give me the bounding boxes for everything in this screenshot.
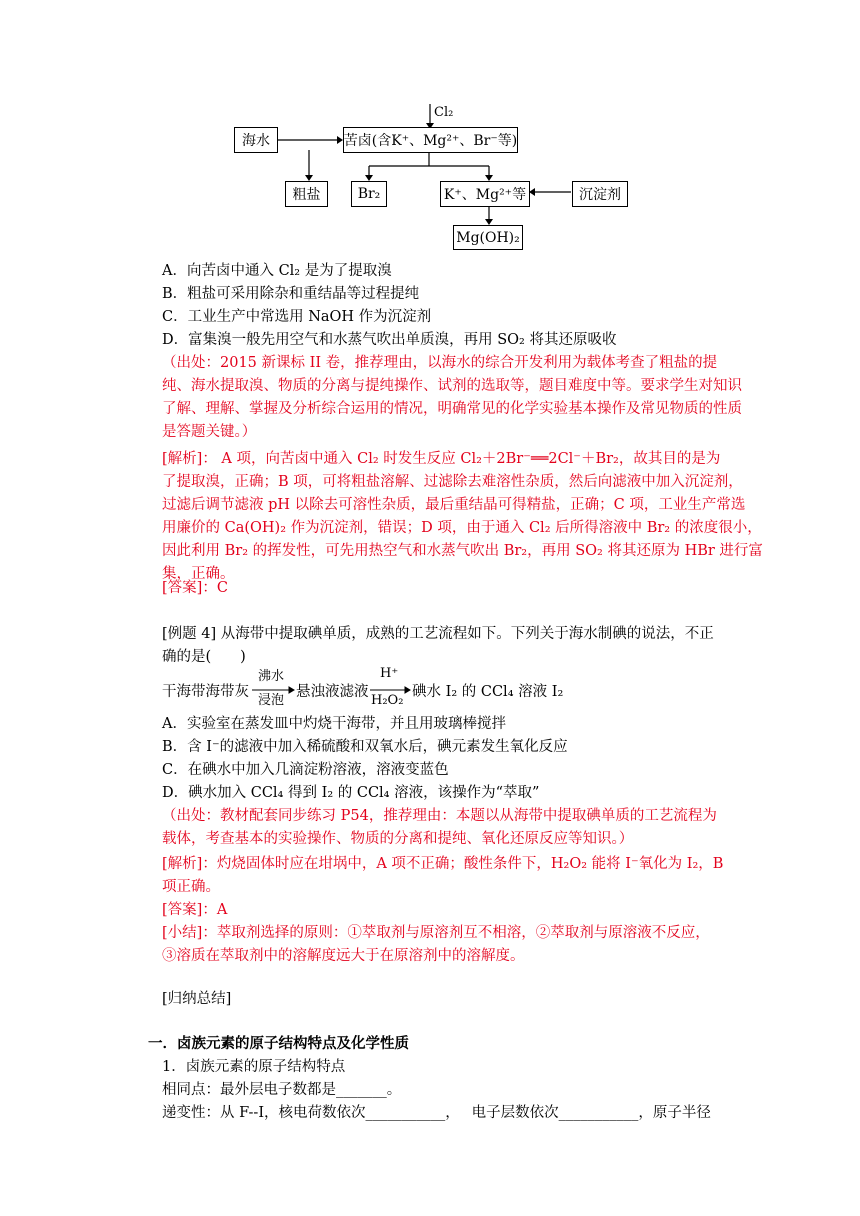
q3-option-d: D．富集溴一般先用空气和水蒸气吹出单质溴，再用 SO₂ 将其还原吸收 bbox=[162, 332, 617, 348]
flow-part2: 悬浊液滤液 bbox=[296, 684, 369, 700]
flow-arrow2-top: H⁺ bbox=[380, 666, 399, 681]
q3-analysis-line: 用廉价的 Ca(OH)₂ 作为沉淀剂，错误；D 项，由于通入 Cl₂ 后所得溶液中 Br₂ 的浓度很小， bbox=[162, 520, 762, 536]
q3-option-c: C．工业生产中常选用 NaOH 作为沉淀剂 bbox=[162, 309, 432, 325]
q4-answer: [答案]：A bbox=[162, 902, 228, 918]
q3-analysis-line: 了提取溴，正确；B 项，可将粗盐溶解、过滤除去难溶性杂质，然后向滤液中加入沉淀剂， bbox=[162, 474, 743, 490]
q4-option-b: B．含 I⁻的滤液中加入稀硫酸和双氧水后，碘元素发生氧化反应 bbox=[162, 739, 568, 755]
q3-source-line: （出处：2015 新课标 II 卷，推荐理由，以海水的综合开发利用为载体考查了粗盐的提 bbox=[162, 355, 718, 371]
q3-option-a: A．向苦卤中通入 Cl₂ 是为了提取溴 bbox=[162, 263, 392, 279]
flow-part3: 碘水 I₂ 的 CCl₄ 溶液 I₂ bbox=[412, 684, 564, 700]
coarse-salt-box: 粗盐 bbox=[285, 181, 328, 207]
q4-stem-line: [例题 4] 从海带中提取碘单质，成熟的工艺流程如下。下列关于海水制碘的说法，不正 bbox=[162, 626, 714, 642]
q4-option-d: D．碘水加入 CCl₄ 得到 I₂ 的 CCl₄ 溶液，该操作为“萃取” bbox=[162, 785, 540, 801]
cl2-label: Cl₂ bbox=[434, 105, 454, 120]
section1-title: 一．卤族元素的原子结构特点及化学性质 bbox=[148, 1035, 409, 1052]
q3-answer: [答案]：C bbox=[162, 580, 228, 596]
precipitant-box: 沉淀剂 bbox=[572, 181, 628, 207]
br2-box: Br₂ bbox=[351, 181, 387, 207]
q3-analysis-line: 因此利用 Br₂ 的挥发性，可先用热空气和水蒸气吹出 Br₂，再用 SO₂ 将其还原为 HBr 进行富 bbox=[162, 543, 763, 559]
flow-arrow2-bottom: H₂O₂ bbox=[371, 693, 404, 708]
k-mg-box: K⁺、Mg²⁺等 bbox=[440, 181, 530, 207]
q4-option-a: A．实验室在蒸发皿中灼烧干海带，并且用玻璃棒搅拌 bbox=[162, 716, 506, 732]
q4-summary-line: [小结]：萃取剂选择的原则：①萃取剂与原溶剂互不相溶，②萃取剂与原溶液不反应， bbox=[162, 925, 710, 941]
q3-source-line: 纯、海水提取溴、物质的分离与提纯操作、试剂的选取等，题目难度中等。要求学生对知识 bbox=[162, 378, 742, 394]
section1-subtitle: 1．卤族元素的原子结构特点 bbox=[162, 1059, 346, 1075]
flow-part1: 干海带海带灰 bbox=[162, 684, 249, 700]
summary-heading: [归纳总结] bbox=[162, 991, 232, 1007]
seawater-box: 海水 bbox=[234, 127, 278, 153]
q4-source-line: 载体，考查基本的实验操作、物质的分离和提纯、氧化还原反应等知识。） bbox=[162, 831, 634, 847]
flow-arrow1-top: 沸水 bbox=[258, 669, 285, 684]
q4-stem-line: 确的是( ) bbox=[162, 649, 246, 665]
q3-analysis-line: [解析]： A 项，向苦卤中通入 Cl₂ 时发生反应 Cl₂＋2Br⁻══2Cl⁻＋Br₂，故其目的是为 bbox=[162, 451, 721, 467]
trend-line: 递变性：从 F--I，核电荷数依次___________， 电子层数依次___________，原子半径 bbox=[162, 1105, 711, 1121]
q3-source-line: 了解、理解、掌握及分析综合运用的情况，明确常见的化学实验基本操作及常见物质的性质 bbox=[162, 401, 742, 417]
q3-analysis-line: 过滤后调节滤液 pH 以除去可溶性杂质，最后重结晶可得精盐，正确；C 项，工业生产常选 bbox=[162, 497, 746, 513]
q3-option-b: B．粗盐可采用除杂和重结晶等过程提纯 bbox=[162, 286, 420, 302]
q4-analysis-line: [解析]：灼烧固体时应在坩埚中，A 项不正确；酸性条件下，H₂O₂ 能将 I⁻氧化为 I₂，B bbox=[162, 856, 724, 872]
q4-analysis-line: 项正确。 bbox=[162, 879, 220, 895]
same-point-line: 相同点：最外层电子数都是_______。 bbox=[162, 1082, 402, 1098]
q4-option-c: C．在碘水中加入几滴淀粉溶液，溶液变蓝色 bbox=[162, 762, 449, 778]
mgoh2-box: Mg(OH)₂ bbox=[453, 225, 523, 250]
brine-box: 苦卤(含K⁺、Mg²⁺、Br⁻等) bbox=[343, 127, 518, 153]
q3-analysis-line: 集，正确。 bbox=[162, 566, 235, 582]
q4-summary-line: ③溶质在萃取剂中的溶解度远大于在原溶剂中的溶解度。 bbox=[162, 948, 525, 964]
q3-source-line: 是答题关键。） bbox=[162, 424, 257, 440]
q4-source-line: （出处：教材配套同步练习 P54，推荐理由：本题以从海带中提取碘单质的工艺流程为 bbox=[162, 808, 717, 824]
flow-arrow1-bottom: 浸泡 bbox=[258, 693, 285, 708]
